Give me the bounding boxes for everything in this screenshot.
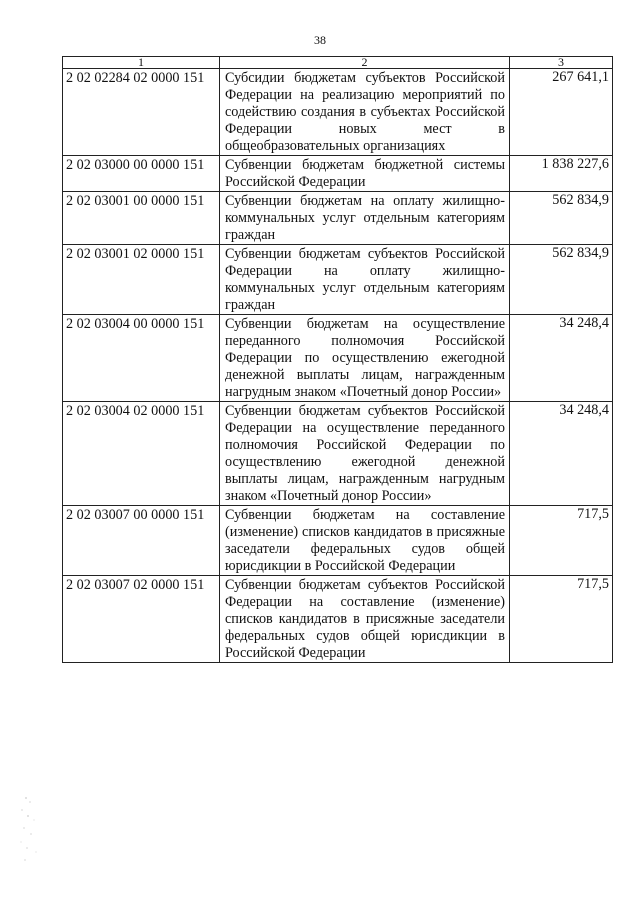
column-header-amount: 3 [510,57,613,69]
amount-cell: 717,5 [510,576,613,663]
description-cell: Субвенции бюджетам на оплату жилищно-коммунальных услуг отдельным категориям граждан [220,192,510,245]
table-row [63,315,613,402]
budget-code-cell: 2 02 03004 00 0000 151 [63,315,220,402]
description-cell: Субвенции бюджетам субъектов Российской Федерации на составление (изменение) списков кандидатов в присяжные заседатели федеральных судов общей юрисдикции в Российской Федерации [220,576,510,663]
amount-cell: 717,5 [510,506,613,576]
amount-cell: 267 641,1 [510,69,613,156]
table-row [63,506,613,576]
scan-speckle-marks [16,790,76,870]
amount-cell: 562 834,9 [510,192,613,245]
budget-revenue-table [62,56,613,663]
table-row [63,245,613,315]
budget-code-cell: 2 02 03007 00 0000 151 [63,506,220,576]
amount-cell: 34 248,4 [510,315,613,402]
table-row [63,576,613,663]
description-cell: Субвенции бюджетам бюджетной системы Российской Федерации [220,156,510,192]
budget-code-cell: 2 02 02284 02 0000 151 [63,69,220,156]
table-row [63,402,613,506]
table-row [63,156,613,192]
column-header-code: 1 [63,57,220,69]
table-header-row [63,57,613,69]
budget-code-cell: 2 02 03001 02 0000 151 [63,245,220,315]
page-number: 38 [314,33,326,47]
amount-cell: 1 838 227,6 [510,156,613,192]
budget-code-cell: 2 02 03001 00 0000 151 [63,192,220,245]
description-cell: Субсидии бюджетам субъектов Российской Федерации на реализацию мероприятий по содействию создания в субъектах Российской Федерации новых мест в общеобразовательных организациях [220,69,510,156]
budget-code-cell: 2 02 03000 00 0000 151 [63,156,220,192]
table-row [63,192,613,245]
table-row [63,69,613,156]
description-cell: Субвенции бюджетам субъектов Российской Федерации на оплату жилищно-коммунальных услуг отдельным категориям граждан [220,245,510,315]
description-cell: Субвенции бюджетам на осуществление переданного полномочия Российской Федерации по осуществлению ежегодной денежной выплаты лицам, награжденным нагрудным знаком «Почетный донор России» [220,315,510,402]
description-cell: Субвенции бюджетам субъектов Российской Федерации на осуществление переданного полномочия Российской Федерации по осуществлению ежегодной денежной выплаты лицам, награжденным нагрудным знаком «Почетный донор России» [220,402,510,506]
description-cell: Субвенции бюджетам на составление (изменение) списков кандидатов в присяжные заседатели федеральных судов общей юрисдикции в Российской Федерации [220,506,510,576]
budget-code-cell: 2 02 03004 02 0000 151 [63,402,220,506]
amount-cell: 562 834,9 [510,245,613,315]
amount-cell: 34 248,4 [510,402,613,506]
budget-code-cell: 2 02 03007 02 0000 151 [63,576,220,663]
column-header-description: 2 [220,57,510,69]
